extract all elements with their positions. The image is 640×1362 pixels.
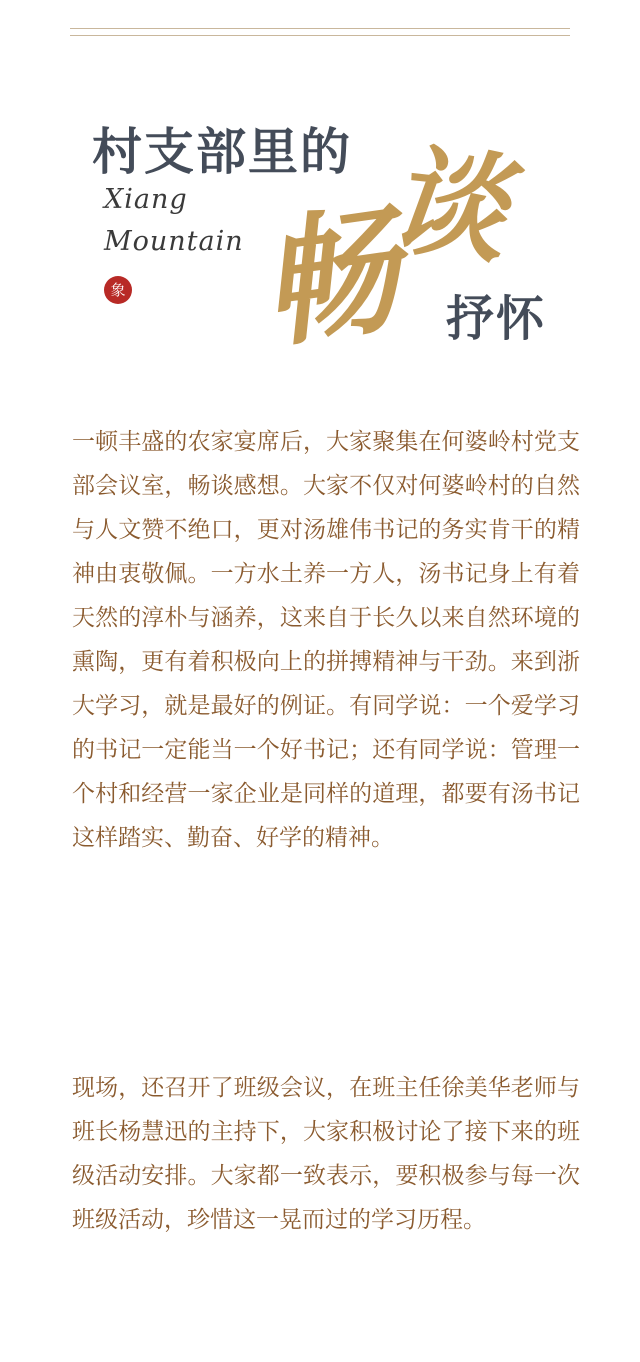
article-header [0,0,640,368]
calligraphy-character-tan: 谈 [382,129,514,280]
article-paragraph: 一顿丰盛的农家宴席后，大家聚集在何婆岭村党支部会议室，畅谈感想。大家不仅对何婆岭村的自然与人文赞不绝口，更对汤雄伟书记的务实肯干的精神由衷敬佩。一方水土养一方人，汤书记身上有着天然的淳朴与涵养，这来自于长久以来自然环境的熏陶，更有着积极向上的拼搏精神与干劲。来到浙大学习，就是最好的例证。有同学说：一个爱学习的书记一定能当一个好书记；还有同学说：管理一个村和经营一家企业是同样的道理，都要有汤书记这样踏实、勤奋、好学的精神。 [72,429,580,851]
article-paragraph: 现场，还召开了班级会议，在班主任徐美华老师与班长杨慧迅的主持下，大家积极讨论了接下来的班级活动安排。大家都一致表示，要积极参与每一次班级活动，珍惜这一晃而过的学习历程。 [72,1075,580,1233]
script-text-xiang: Xiang [104,184,188,215]
script-text-mountain: Mountain [104,226,244,257]
red-seal-stamp: 象 [104,276,132,304]
calligraphy-character-chang: 畅 [248,187,409,368]
page-subtitle: 抒怀 [446,291,547,347]
page-title: 村支部里的 [92,123,352,181]
